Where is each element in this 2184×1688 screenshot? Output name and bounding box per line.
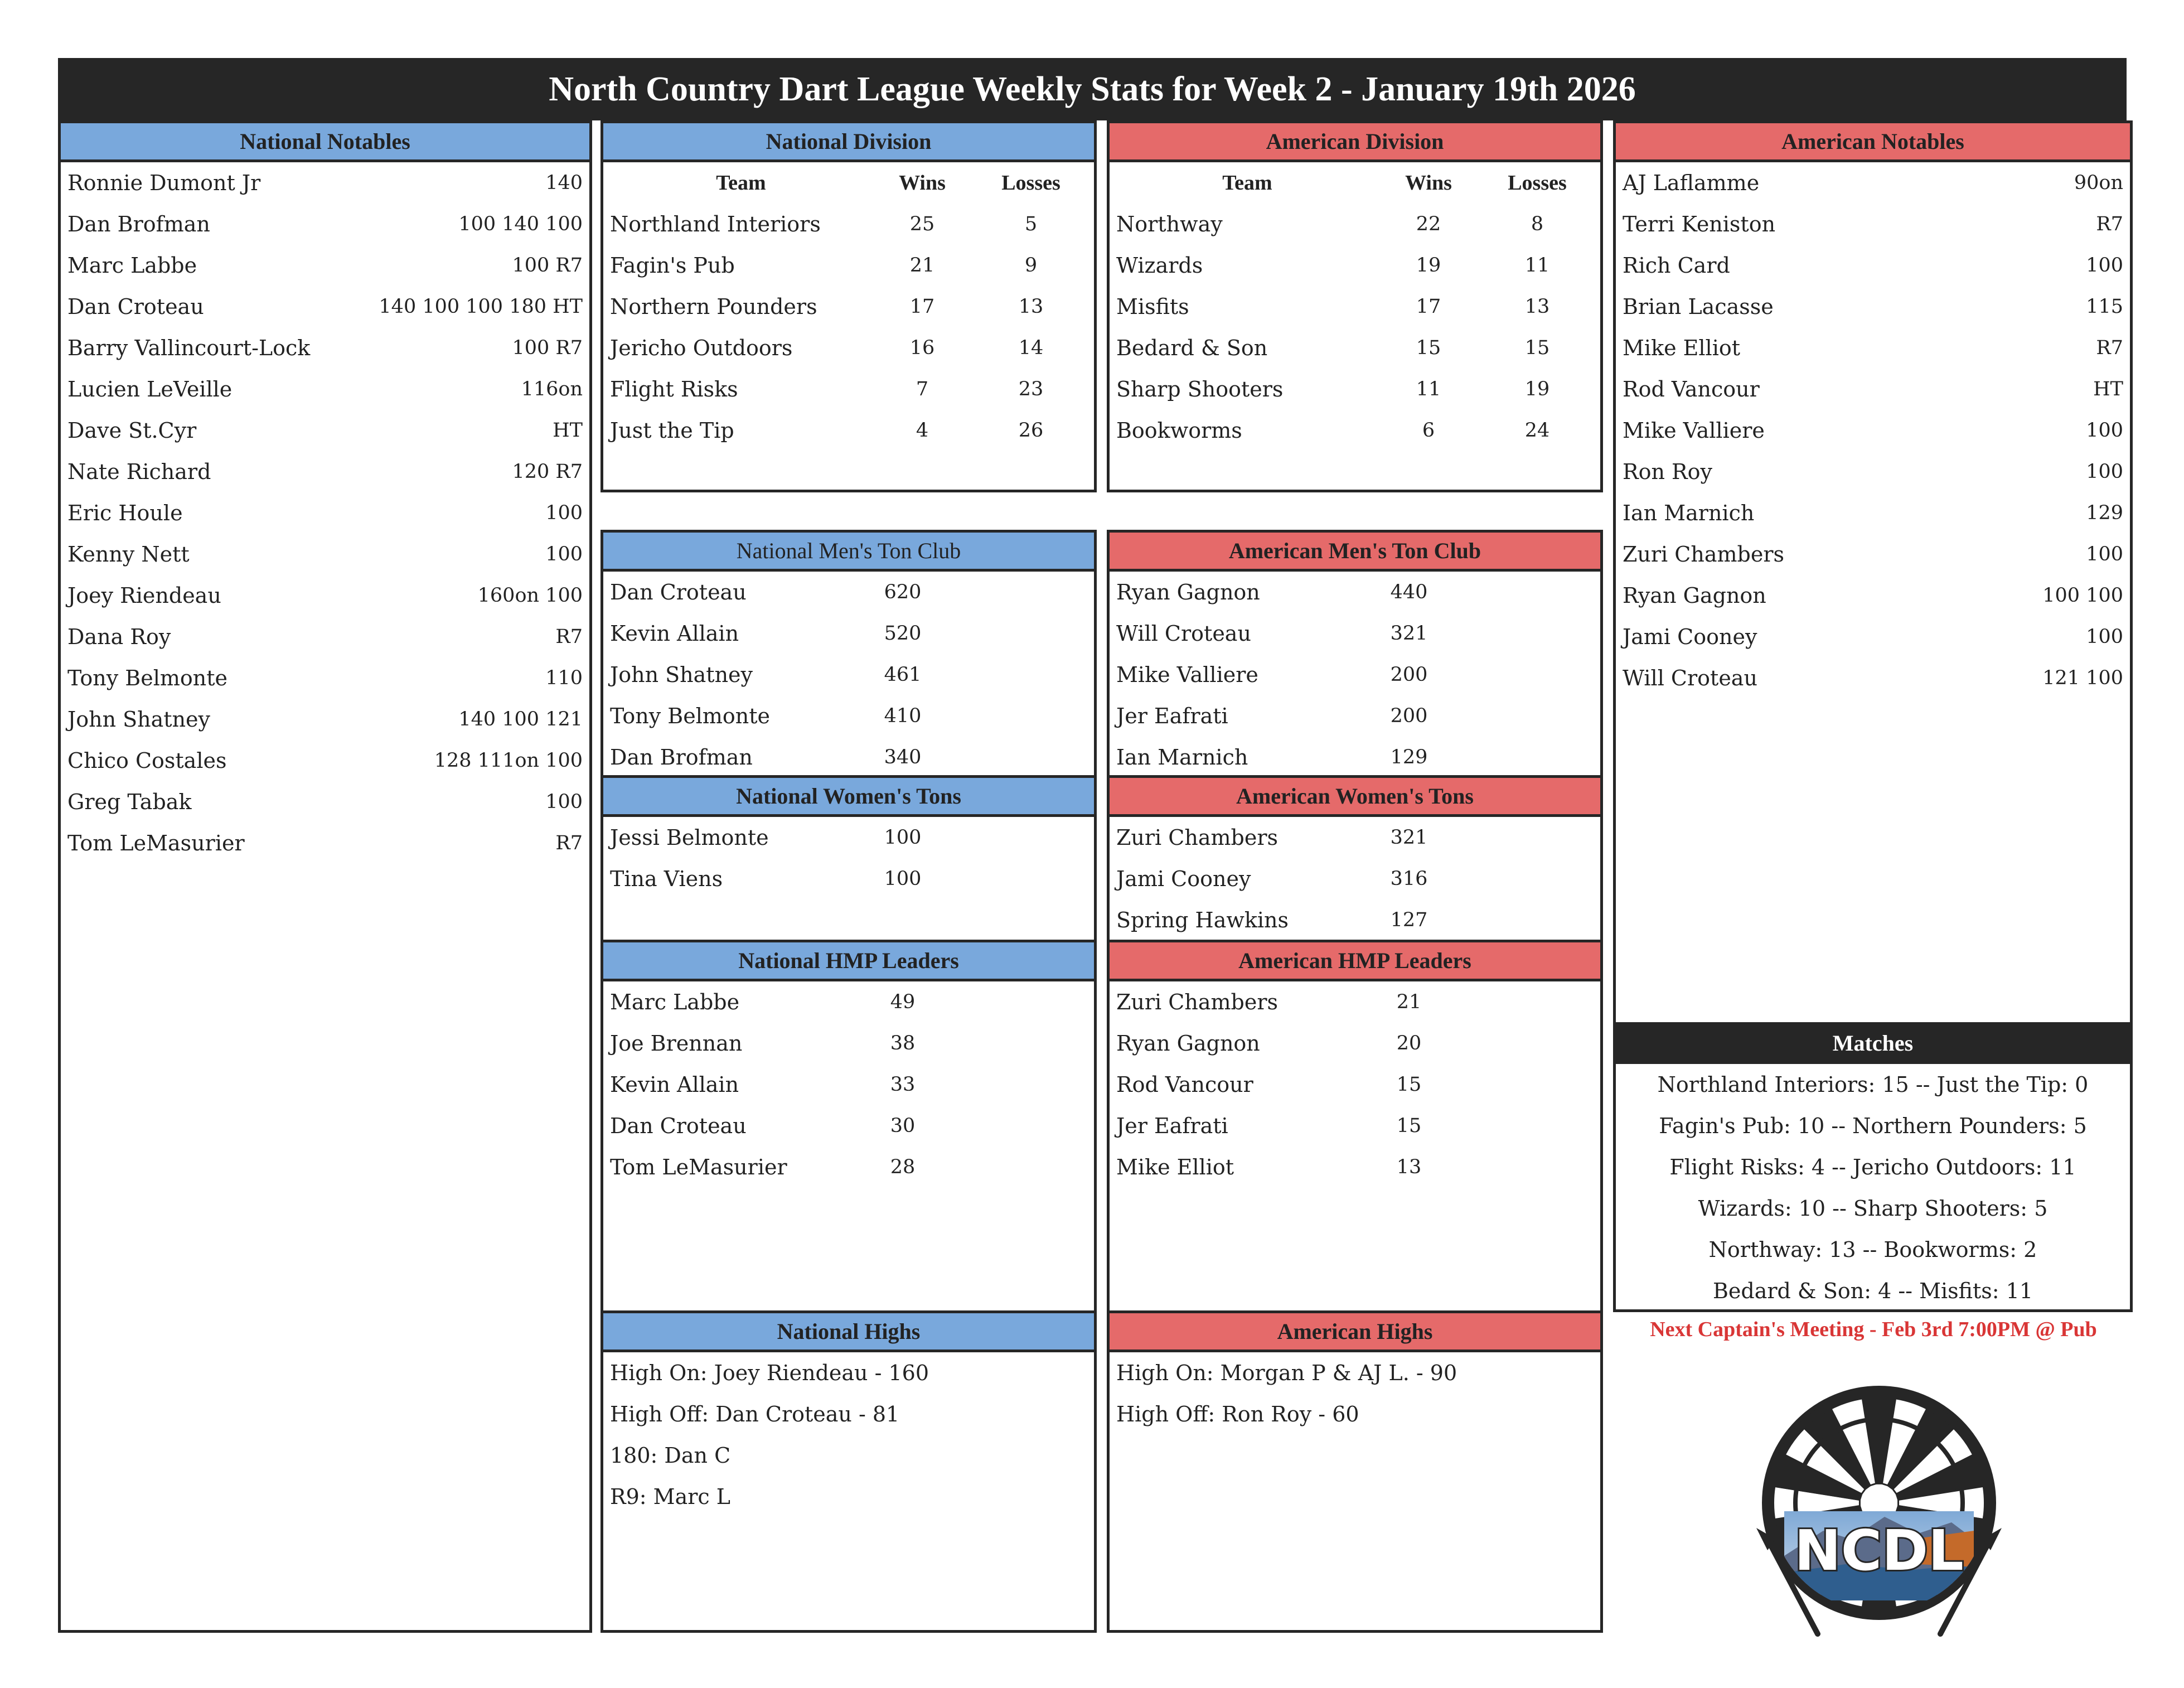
player-name: Tom LeMasurier <box>610 1155 787 1179</box>
player-stats: 115 <box>2086 296 2123 318</box>
list-item <box>1616 575 2130 616</box>
high-item: High On: Morgan P & AJ L. - 90 <box>1116 1361 1457 1385</box>
high-item: High Off: Dan Croteau - 81 <box>610 1402 900 1426</box>
player-name: Dave St.Cyr <box>67 418 197 443</box>
player-name: Ronnie Dumont Jr <box>67 171 261 195</box>
american-mens-ton-header: American Men's Ton Club <box>1110 533 1600 572</box>
team-losses: 14 <box>1018 337 1044 359</box>
american-highs-header: American Highs <box>1110 1313 1600 1352</box>
wins-column-header: Wins <box>1405 171 1452 195</box>
player-name: Ian Marnich <box>1116 745 1248 770</box>
team-wins: 25 <box>909 213 935 235</box>
team-wins: 16 <box>909 337 935 359</box>
player-name: Eric Houle <box>67 501 183 525</box>
player-value: 20 <box>1396 1032 1422 1055</box>
player-name: AJ Laflamme <box>1623 171 1760 195</box>
player-name: Zuri Chambers <box>1623 542 1784 567</box>
national-highs-list <box>603 1352 1094 1517</box>
list-item <box>1110 1064 1600 1105</box>
team-losses: 11 <box>1524 254 1550 277</box>
table-row <box>1110 410 1600 451</box>
team-losses: 13 <box>1524 296 1550 318</box>
american-highs-panel <box>1107 1310 1603 1633</box>
list-item <box>61 781 589 823</box>
player-name: Ryan Gagnon <box>1623 583 1766 608</box>
match-result: Flight Risks: 4 -- Jericho Outdoors: 11 <box>1669 1155 2076 1179</box>
list-item <box>61 286 589 327</box>
player-name: Marc Labbe <box>67 253 197 278</box>
player-name: Will Croteau <box>1623 666 1757 690</box>
player-value: 49 <box>890 991 916 1013</box>
national-highs-panel <box>601 1310 1097 1633</box>
list-item <box>1616 162 2130 204</box>
team-name: Jericho Outdoors <box>610 336 793 360</box>
national-division-table <box>603 204 1094 451</box>
player-name: Jer Eafrati <box>1116 704 1228 728</box>
list-item <box>1616 657 2130 699</box>
national-mens-ton-list <box>603 572 1094 778</box>
american-hmp-header: American HMP Leaders <box>1110 942 1600 981</box>
player-value: 520 <box>884 622 922 645</box>
american-highs-list <box>1110 1352 1600 1435</box>
american-mens-ton-list <box>1110 572 1600 778</box>
player-value: 620 <box>884 581 922 603</box>
player-name: Greg Tabak <box>67 790 192 814</box>
table-row <box>603 369 1094 410</box>
list-item <box>603 1147 1094 1188</box>
american-hmp-list <box>1110 981 1600 1188</box>
player-value: 100 <box>884 868 922 890</box>
player-value: 129 <box>1390 746 1428 768</box>
high-item: 180: Dan C <box>610 1443 731 1468</box>
player-stats: 140 100 121 <box>458 708 583 731</box>
player-value: 321 <box>1390 622 1428 645</box>
list-item <box>61 162 589 204</box>
list-item <box>603 1064 1094 1105</box>
team-losses: 8 <box>1531 213 1544 235</box>
american-notables-panel <box>1613 120 2133 1025</box>
player-name: Ian Marnich <box>1623 501 1755 525</box>
player-value: 13 <box>1396 1156 1422 1178</box>
team-wins: 21 <box>909 254 935 277</box>
american-womens-ton-list <box>1110 817 1600 941</box>
captains-meeting-notice: Next Captain's Meeting - Feb 3rd 7:00PM @ Pub <box>1650 1318 2097 1341</box>
list-item <box>61 245 589 286</box>
table-row <box>1110 369 1600 410</box>
team-name: Misfits <box>1116 294 1189 319</box>
list-item <box>1110 572 1600 613</box>
team-name: Fagin's Pub <box>610 253 735 278</box>
player-name: Tony Belmonte <box>67 666 228 690</box>
national-notables-header: National Notables <box>61 123 589 162</box>
table-row <box>1110 245 1600 286</box>
player-name: Kevin Allain <box>610 621 739 646</box>
list-item <box>61 410 589 451</box>
national-notables-list <box>61 162 589 864</box>
player-stats: R7 <box>2096 213 2123 235</box>
table-row <box>603 245 1094 286</box>
list-item <box>61 451 589 492</box>
player-stats: 121 100 <box>2042 667 2123 689</box>
player-stats: 90on <box>2074 172 2123 194</box>
player-stats: 128 111on 100 <box>434 749 583 772</box>
list-item <box>603 858 1094 899</box>
national-mens-ton-panel <box>601 530 1097 778</box>
player-value: 200 <box>1390 664 1428 686</box>
list-item <box>1616 616 2130 657</box>
matches-list <box>1616 1064 2130 1312</box>
match-result: Bedard & Son: 4 -- Misfits: 11 <box>1712 1279 2033 1303</box>
player-name: Zuri Chambers <box>1116 825 1278 850</box>
player-stats: 100 <box>545 791 583 813</box>
player-stats: 110 <box>545 667 583 689</box>
list-item <box>1110 817 1600 858</box>
player-stats: 100 <box>545 502 583 524</box>
list-item <box>603 817 1094 858</box>
player-name: Spring Hawkins <box>1116 908 1289 932</box>
list-item <box>603 981 1094 1023</box>
list-item <box>61 575 589 616</box>
matches-header: Matches <box>1616 1025 2130 1064</box>
player-stats: R7 <box>2096 337 2123 359</box>
american-notables-header: American Notables <box>1616 123 2130 162</box>
player-stats: 129 <box>2086 502 2123 524</box>
player-stats: 100 <box>2086 543 2123 565</box>
team-wins: 22 <box>1416 213 1441 235</box>
list-item <box>61 740 589 781</box>
player-name: Terri Keniston <box>1623 212 1776 236</box>
team-losses: 26 <box>1018 419 1044 442</box>
player-name: Joe Brennan <box>610 1031 743 1056</box>
team-wins: 4 <box>916 419 929 442</box>
player-value: 100 <box>884 826 922 849</box>
player-stats: 140 <box>545 172 583 194</box>
list-item <box>61 327 589 369</box>
list-item <box>1616 410 2130 451</box>
player-stats: 100 <box>545 543 583 565</box>
national-notables-panel <box>58 120 592 1633</box>
player-stats: 160on 100 <box>477 584 583 607</box>
team-losses: 5 <box>1024 213 1038 235</box>
list-item <box>1110 981 1600 1023</box>
player-name: Jer Eafrati <box>1116 1114 1228 1138</box>
table-row <box>603 204 1094 245</box>
player-value: 38 <box>890 1032 916 1055</box>
team-name: Bedard & Son <box>1116 336 1268 360</box>
losses-column-header: Losses <box>1508 171 1567 195</box>
team-name: Northland Interiors <box>610 212 821 236</box>
american-notables-list <box>1616 162 2130 699</box>
player-value: 127 <box>1390 909 1428 931</box>
player-name: Lucien LeVeille <box>67 377 233 402</box>
american-mens-ton-panel <box>1107 530 1603 778</box>
list-item <box>1616 286 2130 327</box>
national-hmp-header: National HMP Leaders <box>603 942 1094 981</box>
player-name: Dan Croteau <box>610 580 747 604</box>
team-column-header: Team <box>716 171 766 195</box>
american-division-panel <box>1107 120 1603 492</box>
table-row <box>603 410 1094 451</box>
player-stats: 100 <box>2086 419 2123 442</box>
table-header-row <box>1110 162 1600 204</box>
player-name: Marc Labbe <box>610 990 740 1014</box>
team-name: Just the Tip <box>610 418 734 443</box>
american-womens-ton-panel <box>1107 775 1603 942</box>
american-division-header: American Division <box>1110 123 1600 162</box>
player-value: 33 <box>890 1073 916 1096</box>
table-row <box>1110 327 1600 369</box>
player-name: Mike Valliere <box>1623 418 1765 443</box>
player-name: Dan Brofman <box>610 745 753 770</box>
team-losses: 9 <box>1024 254 1038 277</box>
player-name: Jami Cooney <box>1116 867 1251 891</box>
player-stats: R7 <box>555 832 583 854</box>
player-name: Will Croteau <box>1116 621 1251 646</box>
team-name: Bookworms <box>1116 418 1242 443</box>
table-row <box>603 327 1094 369</box>
list-item <box>603 572 1094 613</box>
match-result: Fagin's Pub: 10 -- Northern Pounders: 5 <box>1659 1114 2087 1138</box>
team-wins: 19 <box>1416 254 1441 277</box>
player-stats: 100 <box>2086 626 2123 648</box>
list-item <box>61 699 589 740</box>
losses-column-header: Losses <box>1001 171 1060 195</box>
list-item <box>1616 327 2130 369</box>
list-item <box>1110 613 1600 654</box>
team-name: Wizards <box>1116 253 1203 278</box>
player-stats: 100 140 100 <box>458 213 583 235</box>
player-stats: R7 <box>555 626 583 648</box>
player-name: Mike Elliot <box>1623 336 1741 360</box>
team-column-header: Team <box>1222 171 1272 195</box>
list-item <box>1110 899 1600 941</box>
player-value: 321 <box>1390 826 1428 849</box>
player-name: Mike Elliot <box>1116 1155 1234 1179</box>
list-item <box>603 613 1094 654</box>
player-name: Dan Brofman <box>67 212 210 236</box>
national-division-panel <box>601 120 1097 492</box>
matches-panel <box>1613 1022 2133 1312</box>
player-name: Chico Costales <box>67 748 227 773</box>
national-mens-ton-header: National Men's Ton Club <box>603 533 1094 572</box>
national-womens-ton-header: National Women's Tons <box>603 778 1094 817</box>
player-stats: 116on <box>521 378 583 400</box>
list-item <box>61 616 589 657</box>
player-stats: 140 100 100 180 HT <box>379 296 583 318</box>
table-row <box>1110 204 1600 245</box>
list-item <box>61 369 589 410</box>
player-name: Jessi Belmonte <box>610 825 769 850</box>
player-stats: 120 R7 <box>512 461 583 483</box>
team-name: Northway <box>1116 212 1223 236</box>
player-value: 461 <box>884 664 922 686</box>
list-item <box>1110 654 1600 695</box>
player-name: Ron Roy <box>1623 460 1712 484</box>
team-losses: 23 <box>1018 378 1044 400</box>
list-item <box>1616 451 2130 492</box>
list-item <box>603 1105 1094 1147</box>
list-item <box>1110 1105 1600 1147</box>
player-name: Tom LeMasurier <box>67 831 245 855</box>
high-item: High Off: Ron Roy - 60 <box>1116 1402 1359 1426</box>
player-value: 21 <box>1396 991 1422 1013</box>
table-row <box>603 286 1094 327</box>
wins-column-header: Wins <box>899 171 946 195</box>
list-item <box>1110 1147 1600 1188</box>
list-item <box>1110 695 1600 737</box>
logo-text: NCDL <box>1794 1518 1964 1583</box>
list-item <box>1616 245 2130 286</box>
match-result: Wizards: 10 -- Sharp Shooters: 5 <box>1698 1196 2048 1221</box>
player-name: Rod Vancour <box>1116 1072 1253 1097</box>
team-name: Northern Pounders <box>610 294 817 319</box>
match-result: Northway: 13 -- Bookworms: 2 <box>1708 1237 2037 1262</box>
player-name: Rich Card <box>1623 253 1730 278</box>
team-losses: 24 <box>1524 419 1550 442</box>
player-value: 30 <box>890 1115 916 1137</box>
american-division-table <box>1110 204 1600 451</box>
list-item <box>603 654 1094 695</box>
player-name: Zuri Chambers <box>1116 990 1278 1014</box>
list-item <box>1616 534 2130 575</box>
high-item: R9: Marc L <box>610 1484 730 1509</box>
player-name: Dan Croteau <box>67 294 204 319</box>
list-item <box>61 492 589 534</box>
table-header-row <box>603 162 1094 204</box>
player-name: John Shatney <box>67 707 210 732</box>
player-name: Ryan Gagnon <box>1116 1031 1260 1056</box>
player-value: 200 <box>1390 705 1428 727</box>
player-name: Joey Riendeau <box>67 583 221 608</box>
list-item <box>603 1023 1094 1064</box>
player-stats: 100 R7 <box>512 337 583 359</box>
player-name: John Shatney <box>610 662 753 687</box>
list-item <box>61 534 589 575</box>
player-stats: 100 <box>2086 461 2123 483</box>
team-wins: 7 <box>916 378 929 400</box>
player-name: Rod Vancour <box>1623 377 1760 402</box>
american-womens-ton-header: American Women's Tons <box>1110 778 1600 817</box>
team-losses: 15 <box>1524 337 1550 359</box>
national-womens-ton-panel <box>601 775 1097 942</box>
player-name: Tina Viens <box>610 867 723 891</box>
player-value: 410 <box>884 705 922 727</box>
player-value: 15 <box>1396 1115 1422 1137</box>
player-name: Ryan Gagnon <box>1116 580 1260 604</box>
player-value: 440 <box>1390 581 1428 603</box>
table-row <box>1110 286 1600 327</box>
page-title: North Country Dart League Weekly Stats for Week 2 - January 19th 2026 <box>58 58 2127 120</box>
player-name: Mike Valliere <box>1116 662 1258 687</box>
team-wins: 15 <box>1416 337 1441 359</box>
team-losses: 19 <box>1524 378 1550 400</box>
list-item <box>61 657 589 699</box>
list-item <box>1110 1023 1600 1064</box>
national-highs-header: National Highs <box>603 1313 1094 1352</box>
list-item <box>603 695 1094 737</box>
player-name: Dana Roy <box>67 625 171 649</box>
national-hmp-list <box>603 981 1094 1188</box>
team-losses: 13 <box>1018 296 1044 318</box>
national-womens-ton-list <box>603 817 1094 899</box>
player-stats: 100 100 <box>2042 584 2123 607</box>
player-value: 316 <box>1390 868 1428 890</box>
player-name: Jami Cooney <box>1623 625 1757 649</box>
high-item: High On: Joey Riendeau - 160 <box>610 1361 929 1385</box>
national-hmp-panel <box>601 940 1097 1313</box>
list-item <box>1110 737 1600 778</box>
team-wins: 11 <box>1416 378 1441 400</box>
player-value: 340 <box>884 746 922 768</box>
american-hmp-panel <box>1107 940 1603 1313</box>
list-item <box>1110 858 1600 899</box>
player-value: 28 <box>890 1156 916 1178</box>
team-name: Flight Risks <box>610 377 738 402</box>
player-name: Tony Belmonte <box>610 704 771 728</box>
player-name: Dan Croteau <box>610 1114 747 1138</box>
list-item <box>603 737 1094 778</box>
list-item <box>61 823 589 864</box>
player-name: Kevin Allain <box>610 1072 739 1097</box>
player-value: 15 <box>1396 1073 1422 1096</box>
team-wins: 17 <box>909 296 935 318</box>
list-item <box>61 204 589 245</box>
player-name: Barry Vallincourt-Lock <box>67 336 311 360</box>
list-item <box>1616 492 2130 534</box>
list-item <box>1616 204 2130 245</box>
player-stats: HT <box>553 419 583 442</box>
player-stats: 100 <box>2086 254 2123 277</box>
list-item <box>1616 369 2130 410</box>
match-result: Northland Interiors: 15 -- Just the Tip: 0 <box>1657 1072 2089 1097</box>
player-stats: 100 R7 <box>512 254 583 277</box>
team-wins: 17 <box>1416 296 1441 318</box>
national-division-header: National Division <box>603 123 1094 162</box>
team-name: Sharp Shooters <box>1116 377 1284 402</box>
player-name: Kenny Nett <box>67 542 190 567</box>
team-wins: 6 <box>1422 419 1435 442</box>
dartboard-logo-icon <box>1734 1372 2024 1645</box>
player-name: Brian Lacasse <box>1623 294 1774 319</box>
player-stats: HT <box>2093 378 2123 400</box>
player-name: Nate Richard <box>67 460 211 484</box>
